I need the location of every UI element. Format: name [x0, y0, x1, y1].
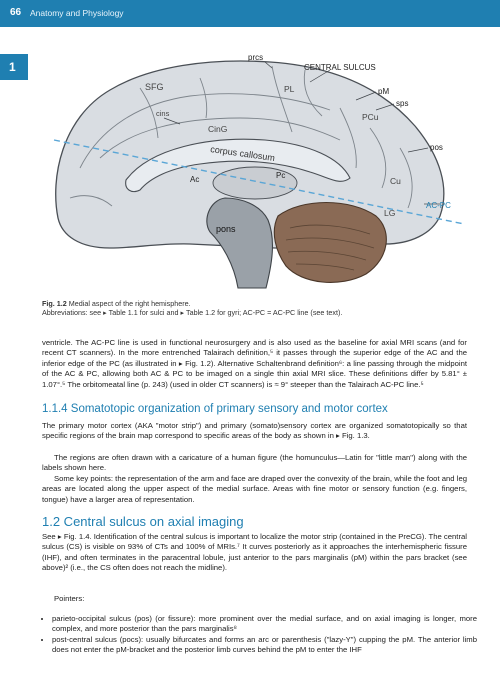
running-title: Anatomy and Physiology: [30, 8, 124, 18]
figure-caption: [42, 299, 462, 317]
cerebellum: [274, 203, 386, 283]
pointers-list: [42, 614, 477, 656]
label-pos: pos: [430, 143, 443, 152]
caption-label: Fig. 1.2: [42, 299, 67, 308]
caption-title: Medial aspect of the right hemisphere.: [68, 299, 191, 308]
label-pc: Pc: [276, 171, 286, 180]
label-lg: LG: [384, 208, 396, 218]
label-central-sulcus: CENTRAL SULCUS: [304, 63, 376, 72]
caption-abbreviations: Abbreviations: see ▸ Table 1.1 for sulci and ▸ Table 1.2 for gyri; AC-PC = AC-PC line (see text).: [42, 308, 343, 317]
label-pm: pM: [378, 87, 390, 96]
label-sps: sps: [396, 99, 409, 108]
paragraph-key-points: Some key points: the representation of the arm and face are draped over the convexity of the brain, while the foot and leg areas are located along the upper aspect of the medial surface. Areas with fine motor or sensory function (e.g. fingers, tongue) have a larger area of representation.: [42, 474, 467, 504]
label-corpus-callosum: corpus callosum: [209, 144, 276, 164]
paragraph-ac-pc: ventricle. The AC-PC line is used in functional neurosurgery and is also used as the baseline for axial MRI scans (and for recent CT scanners). In the more entrenched Talairach definition,⁵ it passes through the superior edge of the AC and the inferior edge of the PC (as illustrated in ▸ Fig. 1.2). Alternative Schaltenbrand definition⁶: a line passing through the midpoint of the AC & PC, allowing both AC & PC to be imaged on a single thin axial MRI slice. These definitions differ by 5.81° ± 1.07°.⁵ The orbitomeatal line (p. 243) (used in older CT scanners) is ≈ 9° steeper than the Talairach AC-PC line.⁵: [42, 338, 467, 389]
label-pons: pons: [216, 224, 236, 234]
page-number: 66: [10, 7, 22, 18]
section-heading-1-1-4: 1.1.4 Somatotopic organization of primary sensory and motor cortex: [42, 403, 388, 415]
chapter-tab: [0, 54, 28, 80]
label-ac-pc: AC-PC: [426, 201, 451, 210]
pointers-label: Pointers:: [54, 594, 85, 603]
paragraph-somatotopic-intro: The primary motor cortex (AKA "motor strip") and primary (somato)sensory cortex are organized somatotopically so that specific regions of the brain map correspond to specific areas of the body as shown in ▸ Fig. 1.3.: [42, 421, 467, 441]
label-sfg: SFG: [145, 82, 164, 92]
section-heading-1-2: 1.2 Central sulcus on axial imaging: [42, 514, 244, 529]
paragraph-homunculus: The regions are often drawn with a caricature of a human figure (the homunculus—Latin for "little man") along with the labels shown here.: [42, 453, 467, 473]
label-pl: PL: [284, 84, 295, 94]
brain-figure: [40, 48, 470, 294]
list-item: • post-central sulcus (pocs): usually bifurcates and forms an arc or parenthesis ("lazy-Y") cupping the pM. The anterior limb does not enter the pM-bracket and the posterior limb curves behind the pM to enter the IHF: [52, 635, 477, 656]
label-prcs: prcs: [248, 53, 264, 62]
label-pcu: PCu: [362, 112, 379, 122]
chapter-number: 1: [9, 60, 16, 74]
paragraph-central-sulcus: See ▸ Fig. 1.4. Identification of the central sulcus is important to localize the motor strip (contained in the PreCG). The central sulcus (CS) is visible on 93% of CTs and 100% of MRIs.⁷ It curves posteriorly as it approaches the interhemispheric fissure (IHF), and often terminates in the paracentral lobule, just anterior to the pars marginalis (pM) within the pars bracket (see above)² (i.e., the CS often does not reach the midline).: [42, 532, 467, 573]
label-cing: CinG: [208, 124, 228, 134]
label-ac: Ac: [190, 175, 200, 184]
label-cins: cins: [156, 109, 170, 118]
list-item: • parieto-occipital sulcus (pos) (or fissure): more prominent over the medial surface, and on axial imaging is longer, more complex, and more posterior than the pars marginalis⁸: [52, 614, 477, 635]
page-header: [0, 0, 500, 27]
label-cu: Cu: [390, 176, 401, 186]
